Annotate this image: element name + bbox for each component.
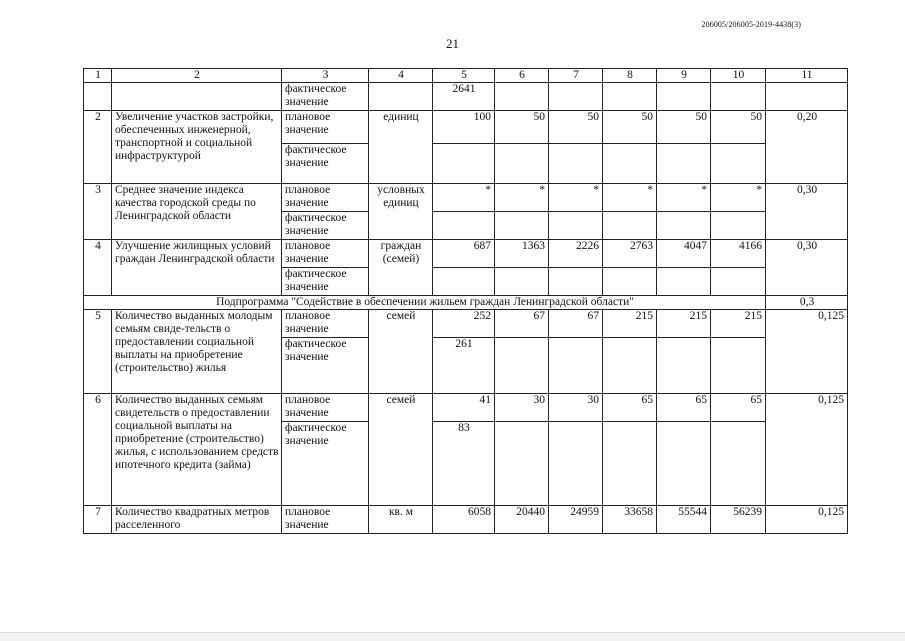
unit: граждан (семей)	[369, 240, 433, 296]
fact-label: фактическое значение	[282, 144, 369, 184]
weight: 0,30	[766, 184, 848, 240]
plan-value: *	[603, 184, 657, 212]
unit: семей	[369, 394, 433, 506]
plan-value: 215	[603, 310, 657, 338]
plan-value: 2763	[603, 240, 657, 268]
header-cell: 5	[433, 69, 495, 83]
row-number: 3	[84, 184, 112, 240]
plan-value: 67	[495, 310, 549, 338]
plan-value: 65	[711, 394, 766, 422]
unit: условных единиц	[369, 184, 433, 240]
plan-value: 6058	[433, 506, 495, 534]
plan-value: 41	[433, 394, 495, 422]
fact-label: фактическое значение	[282, 83, 369, 111]
fact-value: 2641	[433, 83, 495, 111]
plan-value: 4166	[711, 240, 766, 268]
plan-value: *	[549, 184, 603, 212]
plan-value: 24959	[549, 506, 603, 534]
plan-value: 67	[549, 310, 603, 338]
weight: 0,125	[766, 506, 848, 534]
header-cell: 11	[766, 69, 848, 83]
plan-value: 252	[433, 310, 495, 338]
plan-value: 215	[711, 310, 766, 338]
weight: 0,20	[766, 111, 848, 184]
table-row	[84, 310, 848, 338]
fact-value: 83	[433, 422, 495, 506]
subprogram-title: Подпрограмма "Содействие в обеспечении жильем граждан Ленинградской области"	[84, 296, 766, 310]
plan-value: *	[657, 184, 711, 212]
weight: 0,125	[766, 310, 848, 394]
weight: 0,30	[766, 240, 848, 296]
plan-value: 50	[549, 111, 603, 144]
plan-value: 55544	[657, 506, 711, 534]
unit: единиц	[369, 111, 433, 184]
plan-value: 65	[657, 394, 711, 422]
indicator-name: Количество выданных молодым семьям свиде-тельств о предоставлении социальной выплаты на приобретение (строительство) жилья	[112, 310, 282, 394]
header-cell: 1	[84, 69, 112, 83]
plan-value: 33658	[603, 506, 657, 534]
plan-value: 215	[657, 310, 711, 338]
plan-label: плановое значение	[282, 184, 369, 212]
plan-value: 2226	[549, 240, 603, 268]
fact-label: фактическое значение	[282, 212, 369, 240]
row-number: 7	[84, 506, 112, 534]
header-cell: 3	[282, 69, 369, 83]
header-cell: 7	[549, 69, 603, 83]
indicators-table	[83, 68, 848, 534]
fact-label: фактическое значение	[282, 268, 369, 296]
plan-label: плановое значение	[282, 240, 369, 268]
plan-label: плановое значение	[282, 310, 369, 338]
plan-value: *	[495, 184, 549, 212]
plan-value: *	[433, 184, 495, 212]
fact-value: 261	[433, 338, 495, 394]
fact-label: фактическое значение	[282, 422, 369, 506]
table-row	[84, 506, 848, 534]
plan-value: 50	[711, 111, 766, 144]
plan-value: 1363	[495, 240, 549, 268]
row-number: 2	[84, 111, 112, 184]
indicator-name: Среднее значение индекса качества городской среды по Ленинградской области	[112, 184, 282, 240]
plan-value: 56239	[711, 506, 766, 534]
subprogram-row	[84, 296, 848, 310]
indicator-name: Количество выданных семьям свидетельств о предоставлении социальной выплаты на приобретение (строительство) жилья, с использованием средств ипотечного кредита (займа)	[112, 394, 282, 506]
table-row	[84, 184, 848, 212]
fact-label: фактическое значение	[282, 338, 369, 394]
plan-value: 50	[603, 111, 657, 144]
row-number: 6	[84, 394, 112, 506]
header-cell: 2	[112, 69, 282, 83]
plan-value: 65	[603, 394, 657, 422]
table-row	[84, 83, 848, 111]
indicator-name: Улучшение жилищных условий граждан Ленинградской области	[112, 240, 282, 296]
indicator-name: Количество квадратных метров расселенного	[112, 506, 282, 534]
header-cell: 6	[495, 69, 549, 83]
plan-value: *	[711, 184, 766, 212]
plan-value: 30	[495, 394, 549, 422]
plan-value: 50	[657, 111, 711, 144]
page-number: 21	[446, 36, 459, 51]
document-id: 206005/206005-2019-4438(3)	[701, 20, 801, 29]
plan-label: плановое значение	[282, 394, 369, 422]
unit: семей	[369, 310, 433, 394]
row-number: 4	[84, 240, 112, 296]
weight: 0,125	[766, 394, 848, 506]
table-row	[84, 394, 848, 422]
table-row	[84, 240, 848, 268]
plan-value: 20440	[495, 506, 549, 534]
header-row	[84, 69, 848, 83]
header-cell: 8	[603, 69, 657, 83]
plan-value: 687	[433, 240, 495, 268]
plan-value: 30	[549, 394, 603, 422]
row-number: 5	[84, 310, 112, 394]
indicator-name: Увеличение участков застройки, обеспеченных инженерной, транспортной и социальной инфраструктурой	[112, 111, 282, 184]
header-cell: 4	[369, 69, 433, 83]
header-cell: 10	[711, 69, 766, 83]
subprogram-weight: 0,3	[766, 296, 848, 310]
plan-value: 100	[433, 111, 495, 144]
plan-value: 50	[495, 111, 549, 144]
plan-label: плановое значение	[282, 506, 369, 534]
header-cell: 9	[657, 69, 711, 83]
plan-value: 4047	[657, 240, 711, 268]
plan-label: плановое значение	[282, 111, 369, 144]
table-row	[84, 111, 848, 144]
unit: кв. м	[369, 506, 433, 534]
